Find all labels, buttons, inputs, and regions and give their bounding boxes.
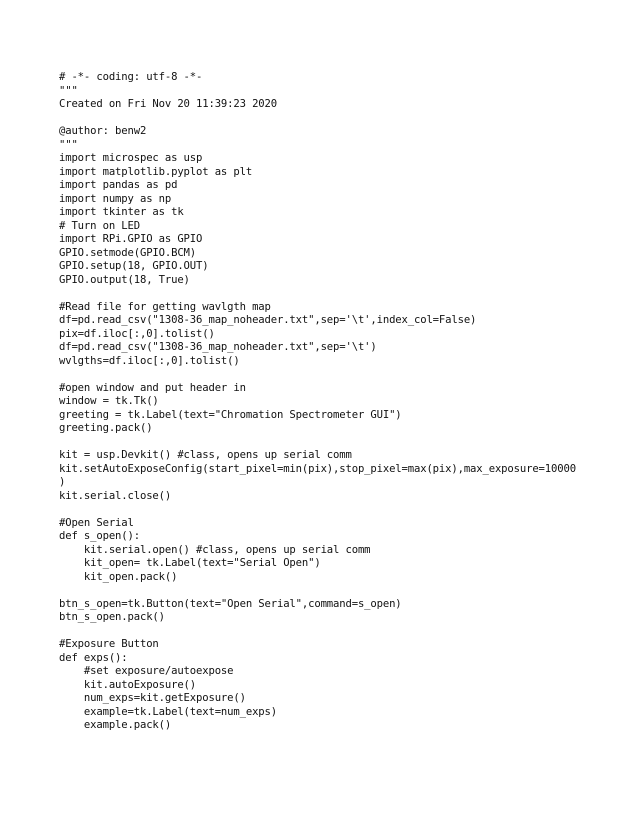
code-line: kit_open.pack() <box>59 570 178 583</box>
code-line: greeting.pack() <box>59 422 153 434</box>
code-line: """ <box>59 84 78 97</box>
code-line: num_exps=kit.getExposure() <box>59 692 246 704</box>
code-line: import pandas as pd <box>59 179 178 191</box>
code-line: # -*- coding: utf-8 -*- <box>59 71 203 83</box>
code-line: kit_open= tk.Label(text="Serial Open") <box>59 557 321 569</box>
code-line: import numpy as np <box>59 192 172 205</box>
code-line: ) <box>59 476 66 488</box>
code-line <box>59 436 619 450</box>
code-listing <box>59 71 619 733</box>
code-line: import microspec as usp <box>59 152 203 164</box>
code-line: df=pd.read_csv("1308-36_map_noheader.txt",sep='\t',index_col=False) <box>59 314 477 326</box>
code-line <box>59 287 619 301</box>
code-line: example=tk.Label(text=num_exps) <box>59 705 277 718</box>
code-line: kit.setAutoExposeConfig(start_pixel=min(pix),stop_pixel=max(pix),max_exposure=10000 <box>59 462 576 475</box>
code-line: GPIO.setup(18, GPIO.OUT) <box>59 260 209 272</box>
code-line: Created on Fri Nov 20 11:39:23 2020 <box>59 98 277 110</box>
code-line: #Read file for getting wavlgth map <box>59 300 271 313</box>
code-line: df=pd.read_csv("1308-36_map_noheader.txt",sep='\t') <box>59 341 377 353</box>
code-line: def exps(): <box>59 651 128 664</box>
code-line <box>59 625 619 639</box>
code-line: import tkinter as tk <box>59 206 184 218</box>
code-line: GPIO.output(18, True) <box>59 273 190 286</box>
code-line: #open window and put header in <box>59 381 246 394</box>
code-line: def s_open(): <box>59 530 140 542</box>
code-line: GPIO.setmode(GPIO.BCM) <box>59 246 197 259</box>
code-line: #Open Serial <box>59 516 134 529</box>
code-line: # Turn on LED <box>59 219 140 232</box>
code-line: greeting = tk.Label(text="Chromation Spectrometer GUI") <box>59 408 402 421</box>
code-line <box>59 503 619 517</box>
code-line: #set exposure/autoexpose <box>59 665 234 677</box>
code-line: """ <box>59 138 78 151</box>
code-line: kit = usp.Devkit() #class, opens up serial comm <box>59 449 352 461</box>
code-line: kit.autoExposure() <box>59 678 197 691</box>
code-line: pix=df.iloc[:,0].tolist() <box>59 327 215 340</box>
code-line: wvlgths=df.iloc[:,0].tolist() <box>59 354 240 367</box>
code-line: example.pack() <box>59 719 172 731</box>
code-line <box>59 112 619 126</box>
code-line: #Exposure Button <box>59 638 159 650</box>
code-line: import matplotlib.pyplot as plt <box>59 165 253 178</box>
code-line: kit.serial.open() #class, opens up serial comm <box>59 543 371 556</box>
code-line <box>59 368 619 382</box>
code-line: import RPi.GPIO as GPIO <box>59 233 203 245</box>
code-line: btn_s_open.pack() <box>59 611 165 623</box>
code-line: btn_s_open=tk.Button(text="Open Serial",command=s_open) <box>59 597 402 610</box>
code-line: kit.serial.close() <box>59 489 172 502</box>
code-line: @author: benw2 <box>59 125 147 137</box>
code-line <box>59 584 619 598</box>
code-line: window = tk.Tk() <box>59 395 159 407</box>
